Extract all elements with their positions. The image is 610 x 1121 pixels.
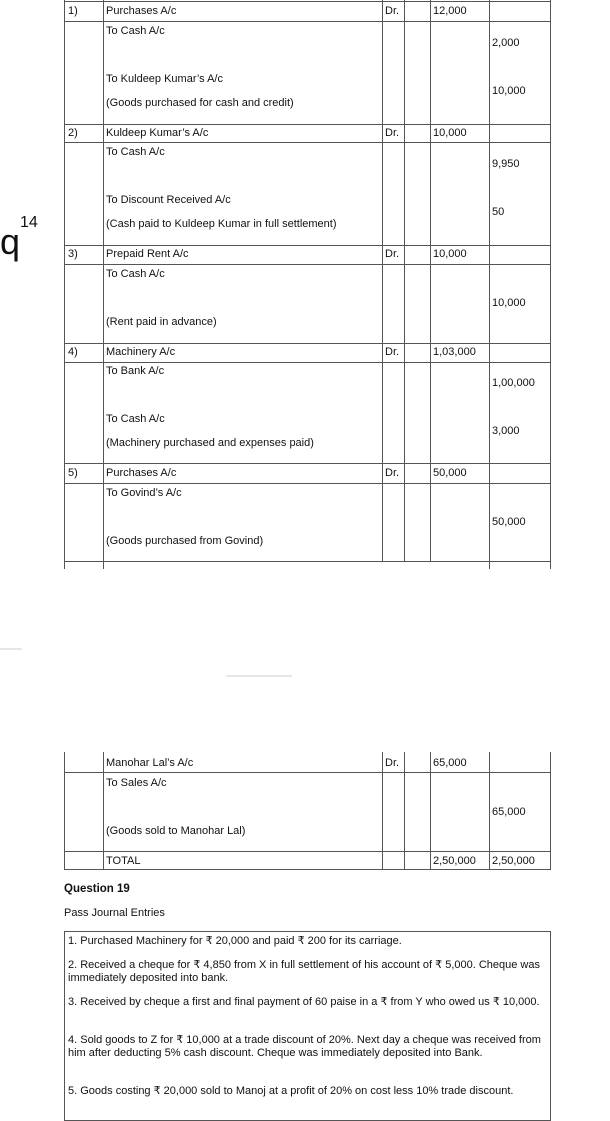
debit-amount: 50,000 bbox=[433, 467, 467, 479]
dr-marker: Dr. bbox=[385, 757, 400, 769]
debit-account: Purchases A/c bbox=[106, 5, 177, 17]
credit-amount: 1,00,000 bbox=[492, 377, 535, 389]
credit-account: To Sales A/c bbox=[106, 777, 167, 789]
entry-number: 4) bbox=[68, 346, 78, 358]
question-item: 1. Purchased Machinery for ₹ 20,000 and paid ₹ 200 for its carriage. bbox=[68, 935, 402, 947]
credit-amount: 50,000 bbox=[492, 516, 526, 528]
debit-account: Purchases A/c bbox=[106, 467, 177, 479]
question-instruction: Pass Journal Entries bbox=[64, 907, 165, 919]
credit-account: To Cash A/c bbox=[106, 268, 165, 280]
question-number-label: $q^{14}$ bbox=[0, 214, 38, 262]
credit-amount: 10,000 bbox=[492, 85, 526, 97]
narration: (Goods purchased for cash and credit) bbox=[106, 97, 294, 109]
narration: (Rent paid in advance) bbox=[106, 316, 217, 328]
debit-amount: 10,000 bbox=[433, 127, 467, 139]
narration: (Cash paid to Kuldeep Kumar in full settlement) bbox=[106, 218, 337, 230]
total-debit: 2,50,000 bbox=[433, 855, 476, 867]
question-item: 3. Received by cheque a first and final payment of 60 paise in a ₹ from Y who owed us ₹ 10,000. bbox=[68, 996, 540, 1008]
debit-account: Manohar Lal’s A/c bbox=[106, 757, 194, 769]
total-label: TOTAL bbox=[106, 855, 141, 867]
debit-account: Machinery A/c bbox=[106, 346, 176, 358]
question-title: Question 19 bbox=[64, 883, 130, 895]
dr-marker: Dr. bbox=[385, 248, 400, 260]
question-item: 4. Sold goods to Z for ₹ 10,000 at a trade discount of 20%. Next day a cheque was received from him after deducting 5% cash discount. Cheque was immediately deposited into Bank. bbox=[68, 1034, 541, 1059]
dr-marker: Dr. bbox=[385, 127, 400, 139]
credit-account: To Govind’s A/c bbox=[106, 487, 182, 499]
credit-amount: 2,000 bbox=[492, 37, 520, 49]
narration: (Goods purchased from Govind) bbox=[106, 535, 264, 547]
scan-smudge bbox=[0, 648, 22, 650]
entry-number: 3) bbox=[68, 248, 78, 260]
entry-number: 1) bbox=[68, 5, 78, 17]
credit-account: To Discount Received A/c bbox=[106, 194, 231, 206]
debit-amount: 12,000 bbox=[433, 5, 467, 17]
dr-marker: Dr. bbox=[385, 346, 400, 358]
question-box bbox=[64, 931, 551, 1121]
credit-amount: 10,000 bbox=[492, 297, 526, 309]
credit-account: To Kuldeep Kumar’s A/c bbox=[106, 73, 223, 85]
credit-account: To Cash A/c bbox=[106, 25, 165, 37]
total-credit: 2,50,000 bbox=[492, 855, 535, 867]
debit-amount: 65,000 bbox=[433, 757, 467, 769]
narration: (Goods sold to Manohar Lal) bbox=[106, 825, 246, 837]
credit-account: To Cash A/c bbox=[106, 413, 165, 425]
dr-marker: Dr. bbox=[385, 5, 400, 17]
credit-amount: 50 bbox=[492, 206, 505, 218]
scan-smudge bbox=[226, 675, 292, 677]
dr-marker: Dr. bbox=[385, 467, 400, 479]
debit-account: Kuldeep Kumar’s A/c bbox=[106, 127, 209, 139]
question-item: 5. Goods costing ₹ 20,000 sold to Manoj at a profit of 20% on cost less 10% trade discount. bbox=[68, 1085, 514, 1097]
entry-number: 5) bbox=[68, 467, 78, 479]
credit-amount: 3,000 bbox=[492, 425, 520, 437]
debit-account: Prepaid Rent A/c bbox=[106, 248, 189, 260]
debit-amount: 1,03,000 bbox=[433, 346, 476, 358]
entry-number: 2) bbox=[68, 127, 78, 139]
question-item: 2. Received a cheque for ₹ 4,850 from X in full settlement of his account of ₹ 5,000. Cheque was immediately deposited into bank. bbox=[68, 959, 540, 984]
credit-account: To Bank A/c bbox=[106, 365, 165, 377]
credit-account: To Cash A/c bbox=[106, 146, 165, 158]
debit-amount: 10,000 bbox=[433, 248, 467, 260]
credit-amount: 65,000 bbox=[492, 806, 526, 818]
credit-amount: 9,950 bbox=[492, 158, 520, 170]
narration: (Machinery purchased and expenses paid) bbox=[106, 437, 314, 449]
